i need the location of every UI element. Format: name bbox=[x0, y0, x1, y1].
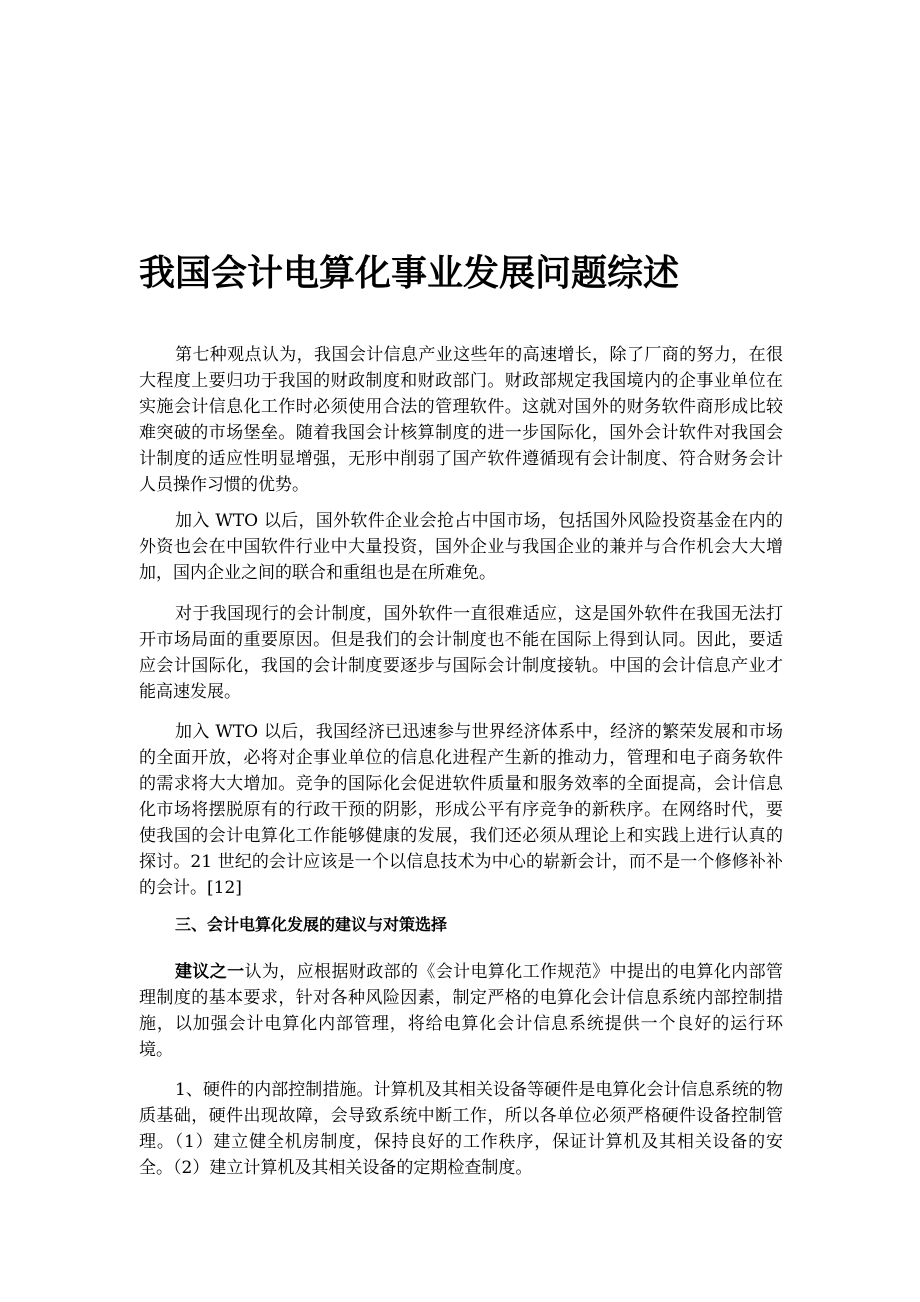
paragraph-1: 第七种观点认为，我国会计信息产业这些年的高速增长，除了厂商的努力，在很大程度上要归功于我国的财政制度和财政部门。财政部规定我国境内的企事业单位在实施会计信息化工作时必须使用合法的管理软件。这就对国外的财务软件商形成比较难突破的市场堡垒。随着我国会计核算制度的进一步国际化，国外会计软件对我国会计制度的适应性明显增强，无形中削弱了国产软件遵循现有会计制度、符合财务会计人员操作习惯的优势。 bbox=[139, 345, 783, 495]
suggestion-lead: 建议之一 bbox=[175, 962, 245, 982]
paragraph-2: 加入 WTO 以后，国外软件企业会抢占中国市场，包括国外风险投资基金在内的外资也会在中国软件行业中大量投资，国外企业与我国企业的兼并与合作机会大大增加，国内企业之间的联合和重组也是在所难免。 bbox=[139, 511, 783, 583]
paragraph-4: 加入 WTO 以后，我国经济已迅速参与世界经济体系中，经济的繁荣发展和市场的全面开放，必将对企事业单位的信息化进程产生新的推动力，管理和电子商务软件的需求将大大增加。竞争的国际化会促进软件质量和服务效率的全面提高，会计信息化市场将摆脱原有的行政干预的阴影，形成公平有序竞争的新秩序。在网络时代，要使我国的会计电算化工作能够健康的发展，我们还必须从理论上和实践上进行认真的探讨。21 世纪的会计应该是一个以信息技术为中心的崭新会计，而不是一个修修补补的会计。[12] bbox=[139, 722, 783, 898]
suggestion-text: 认为，应根据财政部的《会计电算化工作规范》中提出的电算化内部管理制度的基本要求，针对各种风险因素，制定严格的电算化会计信息系统内部控制措施，以加强会计电算化内部管理，将给电算化会计信息系统提供一个良好的运行环境。 bbox=[139, 962, 784, 1060]
suggestion-paragraph bbox=[139, 959, 783, 1063]
hardware-paragraph: 1、硬件的内部控制措施。计算机及其相关设备等硬件是电算化会计信息系统的物质基础，硬件出现故障，会导致系统中断工作，所以各单位必须严格硬件设备控制管理。（1）建立健全机房制度，保持良好的工作秩序，保证计算机及其相关设备的安全。（2）建立计算机及其相关设备的定期检查制度。 bbox=[139, 1080, 783, 1178]
document-title: 我国会计电算化事业发展问题综述 bbox=[139, 253, 680, 294]
section-heading: 三、会计电算化发展的建议与对策选择 bbox=[175, 915, 448, 934]
paragraph-3: 对于我国现行的会计制度，国外软件一直很难适应，这是国外软件在我国无法打开市场局面的重要原因。但是我们的会计制度也不能在国际上得到认同。因此，要适应会计国际化，我国的会计制度要逐步与国际会计制度接轨。中国的会计信息产业才能高速发展。 bbox=[139, 604, 783, 702]
